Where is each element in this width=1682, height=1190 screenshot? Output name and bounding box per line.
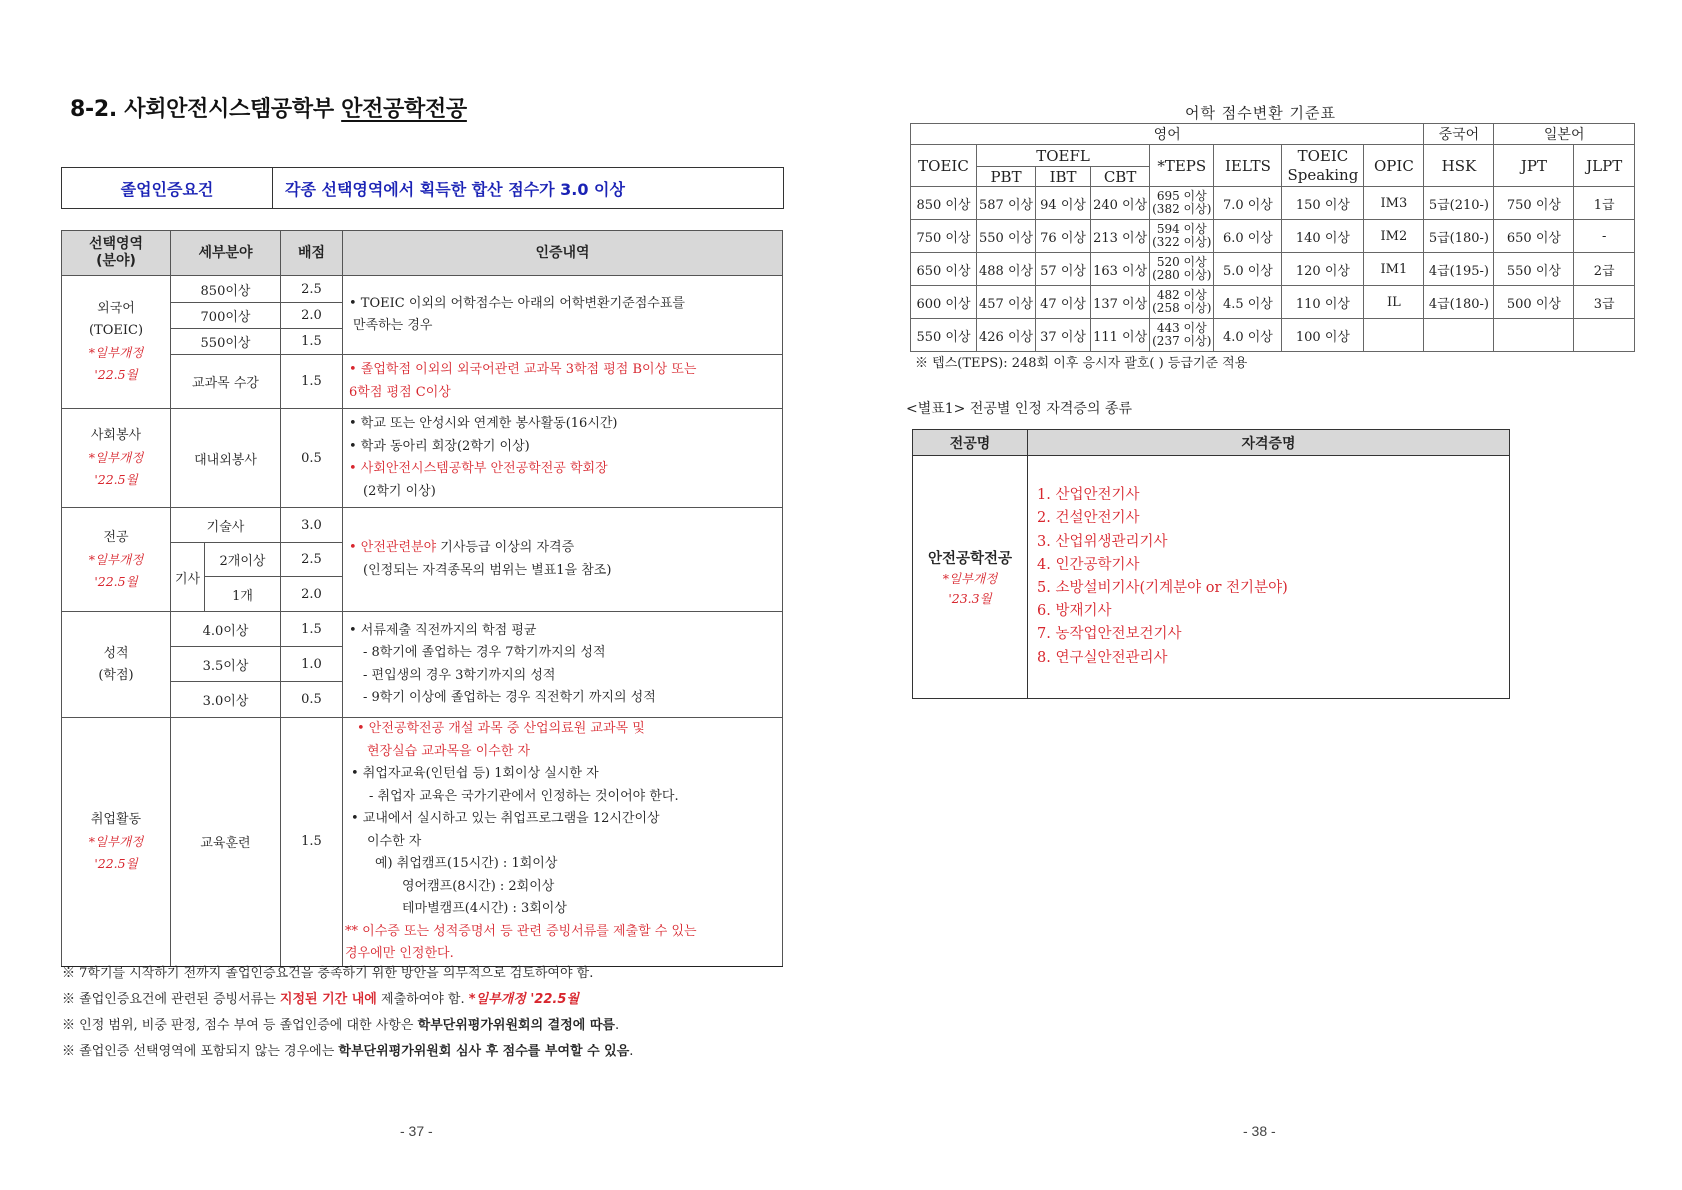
header-area: 선택영역 (분야) (62, 231, 171, 276)
group-chinese: 중국어 (1424, 124, 1494, 145)
requirement-label: 졸업인증요건 (62, 168, 273, 208)
page-number-right: - 38 - (1243, 1123, 1276, 1139)
footnote-1: ※ 7학기를 시작하기 전까지 졸업인증요건을 충족하기 위한 방안을 의무적으로 검토하여야 함. (62, 966, 594, 981)
footnote-3: ※ 인정 범위, 비중 판정, 점수 부여 등 졸업인증에 대한 사항은 학부단위평가위원회의 결정에 따름. (62, 1018, 620, 1033)
area-foreign: 외국어 (TOEIC) *일부개정 '22.5월 (62, 276, 171, 409)
header-row: PBT IBT CBT (911, 167, 1635, 187)
group-header-row (911, 124, 1635, 145)
footnote-2: ※ 졸업인증요건에 관련된 증빙서류는 지정된 기간 내에 제출하여야 함. *일부개정 '22.5월 (62, 992, 579, 1007)
table-row: 성적 (학점) 4.0이상 1.5 • 서류제출 직전까지의 학점 평균 - 8학기에 졸업하는 경우 7학기까지의 성적 - 편입생의 경우 3학기까지의 성적 - 9학기 이상에 졸업하는 경우 직전학기 까지의 성적 (62, 612, 783, 647)
table-row: 650 이상 488 이상 57 이상 163 이상 520 이상 (280 이상) 5.0 이상 120 이상 IM1 4급(195-) 550 이상 2급 (911, 253, 1635, 286)
table-row: 700이상 2.0 (62, 303, 783, 329)
header-score: 배점 (281, 231, 343, 276)
header-row: TOEIC TOEFL *TEPS IELTS TOEIC Speaking OPIC HSK JPT JLPT (911, 145, 1635, 167)
list-item: 1. 산업안전기사 (1037, 487, 1140, 504)
table-row: 3.5이상 1.0 (62, 647, 783, 682)
group-english: 영어 (911, 124, 1424, 145)
table-row: 전공 *일부개정 '22.5월 기술사 3.0 • 안전관련분야 기사등급 이상의 자격증 (인정되는 자격종목의 범위는 별표1을 참조) (62, 508, 783, 543)
table-row: 550 이상 426 이상 37 이상 111 이상 443 이상 (237 이상) 4.0 이상 100 이상 (911, 319, 1635, 352)
table-row: 1개 2.0 (62, 577, 783, 612)
table-row: 사회봉사 *일부개정 '22.5월 대내외봉사 0.5 • 학교 또는 안성시와 연계한 봉사활동(16시간) • 학과 동아리 회장(2학기 이상) • 사회안전시스템공학부 안전공학전공 학회장 (2학기 이상) (62, 409, 783, 508)
teps-note: ※ 텝스(TEPS): 248회 이후 응시자 괄호( ) 등급기준 적용 (915, 356, 1248, 371)
header-detail: 세부분야 (171, 231, 281, 276)
list-item: 5. 소방설비기사(기계분야 or 전기분야) (1037, 580, 1288, 596)
cert-list-cell (1028, 456, 1510, 699)
appendix-title: <별표1> 전공별 인정 자격증의 종류 (906, 401, 1132, 417)
footnote-4: ※ 졸업인증 선택영역에 포함되지 않는 경우에는 학부단위평가위원회 심사 후 점수를 부여할 수 있음. (62, 1044, 634, 1059)
footnotes (62, 961, 633, 1065)
graduation-requirement-box (61, 167, 784, 209)
group-japanese: 일본어 (1494, 124, 1635, 145)
header-cert: 자격증명 (1028, 430, 1510, 456)
page-title-prefix: 8-2. 사회안전시스템공학부 (70, 97, 334, 122)
table-header-row (62, 231, 783, 276)
area-major: 전공 *일부개정 '22.5월 (62, 508, 171, 612)
score-conversion-table (910, 123, 1635, 352)
header-row (913, 430, 1510, 456)
table-row: 850 이상 587 이상 94 이상 240 이상 695 이상 (382 이상) 7.0 이상 150 이상 IM3 5급(210-) 750 이상 1급 (911, 187, 1635, 220)
area-service: 사회봉사 *일부개정 '22.5월 (62, 409, 171, 508)
table-row: 외국어 (TOEIC) *일부개정 '22.5월 850이상 2.5 • TOEIC 이외의 어학점수는 아래의 어학변환기준점수표를 만족하는 경우 (62, 276, 783, 303)
header-major: 전공명 (913, 430, 1028, 456)
area-grades: 성적 (학점) (62, 612, 171, 718)
table-row: 취업활동 *일부개정 '22.5월 교육훈련 1.5 • 안전공학전공 개설 과목 중 산업의료원 교과목 및 현장실습 교과목을 이수한 자 • 취업자교육(인턴쉽 등) 1회이상 실시한 자 - 취업자 교육은 국가기관에서 인정하는 것이어야 한다. • 교내에서 실시하고 있는 취업프로그램을 12시간이상 이수한 자 예) 취업캠프(15시간) : 1회이상 영어캠프(8시간) : 2회이상 테마별캠프(4시간) : 3회이상 ** 이수증 또는 성적증명서 등 관련 증빙서류를 제출할 수 있는 경우에만 인정한다. (62, 718, 783, 967)
list-item: 4. 인간공학기사 (1037, 556, 1140, 573)
major-cell: 안전공학전공 *일부개정 '23.3월 (913, 456, 1028, 699)
table-row: 교과목 수강 1.5 • 졸업학점 이외의 외국어관련 교과목 3학점 평점 B이상 또는 6학점 평점 C이상 (62, 355, 783, 409)
certificate-table (912, 429, 1510, 699)
header-description: 인증내역 (343, 231, 783, 276)
list-item: 7. 농작업안전보건기사 (1037, 626, 1182, 643)
requirement-value: 각종 선택영역에서 획득한 합산 점수가 3.0 이상 (285, 179, 625, 199)
page-title-major: 안전공학전공 (341, 97, 467, 122)
cert-list (1029, 484, 1508, 670)
area-employment: 취업활동 *일부개정 '22.5월 (62, 718, 171, 967)
table-row: 750 이상 550 이상 76 이상 213 이상 594 이상 (322 이상) 6.0 이상 140 이상 IM2 5급(180-) 650 이상 - (911, 220, 1635, 253)
conversion-table-title: 어학 점수변환 기준표 (1185, 104, 1336, 122)
page-title (70, 92, 467, 123)
table-row: 600 이상 457 이상 47 이상 137 이상 482 이상 (258 이상) 4.5 이상 110 이상 IL 4급(180-) 500 이상 3급 (911, 286, 1635, 319)
list-item: 3. 산업위생관리기사 (1037, 533, 1168, 550)
table-row: 550이상 1.5 (62, 329, 783, 355)
list-item: 6. 방재기사 (1037, 603, 1112, 620)
list-item: 8. 연구실안전관리사 (1037, 649, 1168, 666)
list-item: 2. 건설안전기사 (1037, 510, 1140, 527)
foreign-desc: • TOEIC 이외의 어학점수는 아래의 어학변환기준점수표를 만족하는 경우 (343, 276, 783, 355)
page-number-left: - 37 - (400, 1123, 433, 1139)
table-row: 기사 2개이상 2.5 (62, 543, 783, 577)
table-row (913, 456, 1510, 699)
certification-table (61, 230, 783, 967)
table-row: 3.0이상 0.5 (62, 682, 783, 718)
